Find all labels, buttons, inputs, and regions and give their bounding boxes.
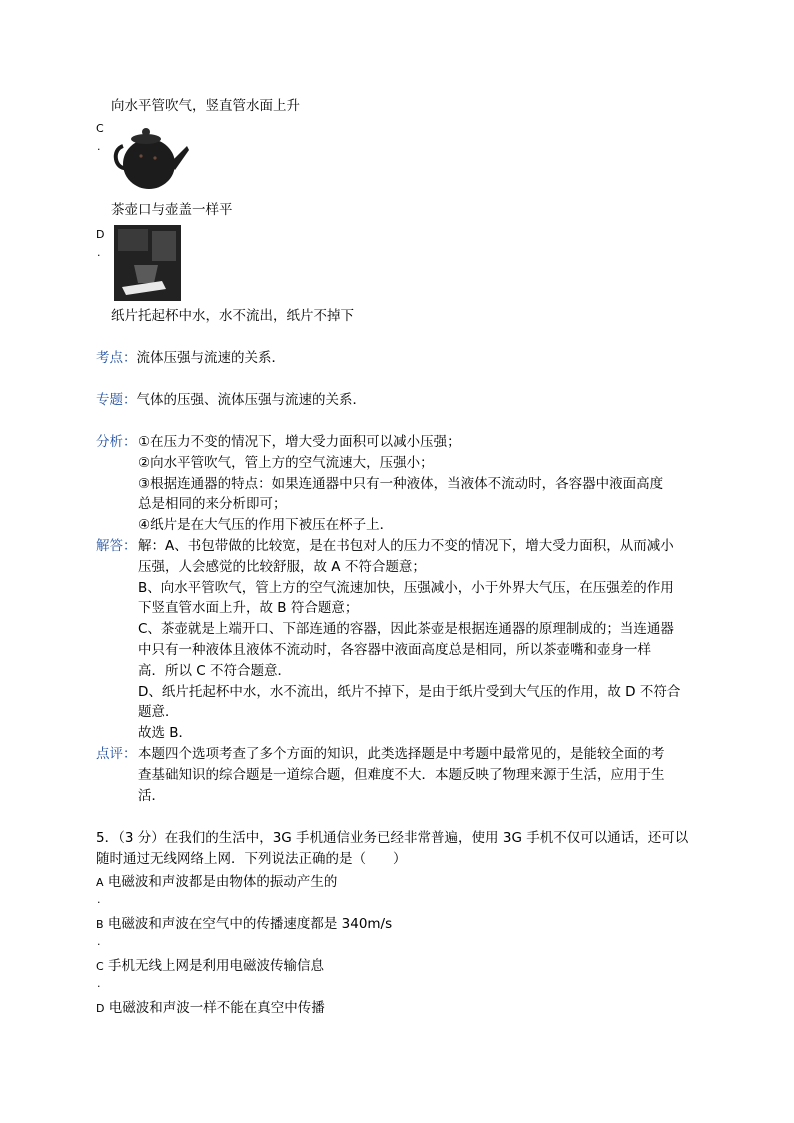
option-d-letter: D <box>96 228 105 241</box>
fenxi-line: ④纸片是在大气压的作用下被压在杯子上． <box>138 517 394 534</box>
option-d-dot: . <box>97 246 101 259</box>
fenxi-body <box>138 432 663 536</box>
fenxi-line: ③根据连通器的特点：如果连通器中只有一种液体，当液体不流动时，各容器中液面高度 <box>138 475 664 492</box>
dianping-label: 点评： <box>96 746 137 762</box>
dianping-body <box>138 744 665 806</box>
fenxi-line: ②向水平管吹气，管上方的空气流速大，压强小； <box>138 454 434 471</box>
option-d-caption: 纸片托起杯中水，水不流出，纸片不掉下 <box>111 308 354 324</box>
option-c-dot: . <box>97 140 101 153</box>
option-text: 电磁波和声波都是由物体的振动产生的 <box>107 874 338 890</box>
jieda-label: 解答： <box>96 538 137 554</box>
dianping-line: 活． <box>138 787 165 804</box>
jieda-line: 故选 B． <box>138 725 193 742</box>
dianping-line: 本题四个选项考查了多个方面的知识，此类选择题是中考题中最常见的，是能较全面的考 <box>138 746 665 762</box>
jieda-line: D、纸片托起杯中水，水不流出，纸片不掉下，是由于纸片受到大气压的作用，故 D 不符合 <box>138 683 681 700</box>
zhuanti-row <box>96 390 366 411</box>
kaodian-label: 考点： <box>96 350 137 366</box>
question-5-option-a[interactable] <box>96 872 337 907</box>
jieda-line: C、茶壶就是上端开口、下部连通的容器，因此茶壶是根据连通器的原理制成的；当连通器 <box>138 621 674 638</box>
option-letter: C <box>96 960 104 973</box>
question-5-stem-line: 5．（3 分）在我们的生活中，3G 手机通信业务已经非常普遍，使用 3G 手机不仅可以通话，还可以 <box>96 830 689 846</box>
question-5-option-b[interactable] <box>96 914 392 949</box>
fenxi-line: 总是相同的来分析即可； <box>138 496 287 513</box>
kaodian-text: 流体压强与流速的关系． <box>136 350 285 366</box>
question-5-stem <box>96 828 688 870</box>
question-5-stem-line: 随时通过无线网络上网．下列说法正确的是（ ） <box>96 850 407 867</box>
option-dot: . <box>97 892 101 906</box>
jieda-line: 高．所以 C 不符合题意． <box>138 662 292 679</box>
jieda-line: 解：A、书包带做的比较宽，是在书包对人的压力不变的情况下，增大受力面积，从而减小 <box>138 538 674 554</box>
question-5-option-d[interactable] <box>96 998 325 1019</box>
option-text: 电磁波和声波一样不能在真空中传播 <box>108 1000 325 1016</box>
zhuanti-label: 专题： <box>96 392 137 408</box>
fenxi-line: ①在压力不变的情况下，增大受力面积可以减小压强； <box>138 434 461 450</box>
jieda-line: 中只有一种液体且液体不流动时，各容器中液面高度总是相同，所以茶壶嘴和壶身一样 <box>138 641 651 658</box>
jieda-body <box>138 536 680 744</box>
zhuanti-text: 气体的压强、流体压强与流速的关系． <box>136 392 366 408</box>
option-letter: D <box>96 1002 105 1015</box>
jieda-line: B、向水平管吹气，管上方的空气流速加快，压强减小，小于外界大气压，在压强差的作用 <box>138 579 674 596</box>
fenxi-label: 分析： <box>96 434 137 450</box>
jieda-line: 题意． <box>138 704 179 721</box>
option-c-letter: C <box>96 122 104 135</box>
kaodian-row <box>96 348 285 369</box>
cup-card-image <box>114 225 181 301</box>
jieda-line: 下竖直管水面上升，故 B 符合题意； <box>138 600 359 617</box>
dianping-line: 查基础知识的综合题是一道综合题，但难度不大．本题反映了物理来源于生活，应用于生 <box>138 766 665 783</box>
option-dot: . <box>97 976 101 990</box>
teapot-image <box>113 124 189 192</box>
option-b-caption: 向水平管吹气，竖直管水面上升 <box>111 98 300 114</box>
jieda-line: 压强，人会感觉的比较舒服，故 A 不符合题意； <box>138 558 426 575</box>
option-text: 手机无线上网是利用电磁波传输信息 <box>107 958 324 974</box>
option-dot: . <box>97 934 101 948</box>
question-5-option-c[interactable] <box>96 956 324 991</box>
option-letter: B <box>96 918 104 931</box>
option-text: 电磁波和声波在空气中的传播速度都是 340m/s <box>107 916 393 932</box>
option-c-caption: 茶壶口与壶盖一样平 <box>111 202 233 218</box>
option-letter: A <box>96 876 104 889</box>
